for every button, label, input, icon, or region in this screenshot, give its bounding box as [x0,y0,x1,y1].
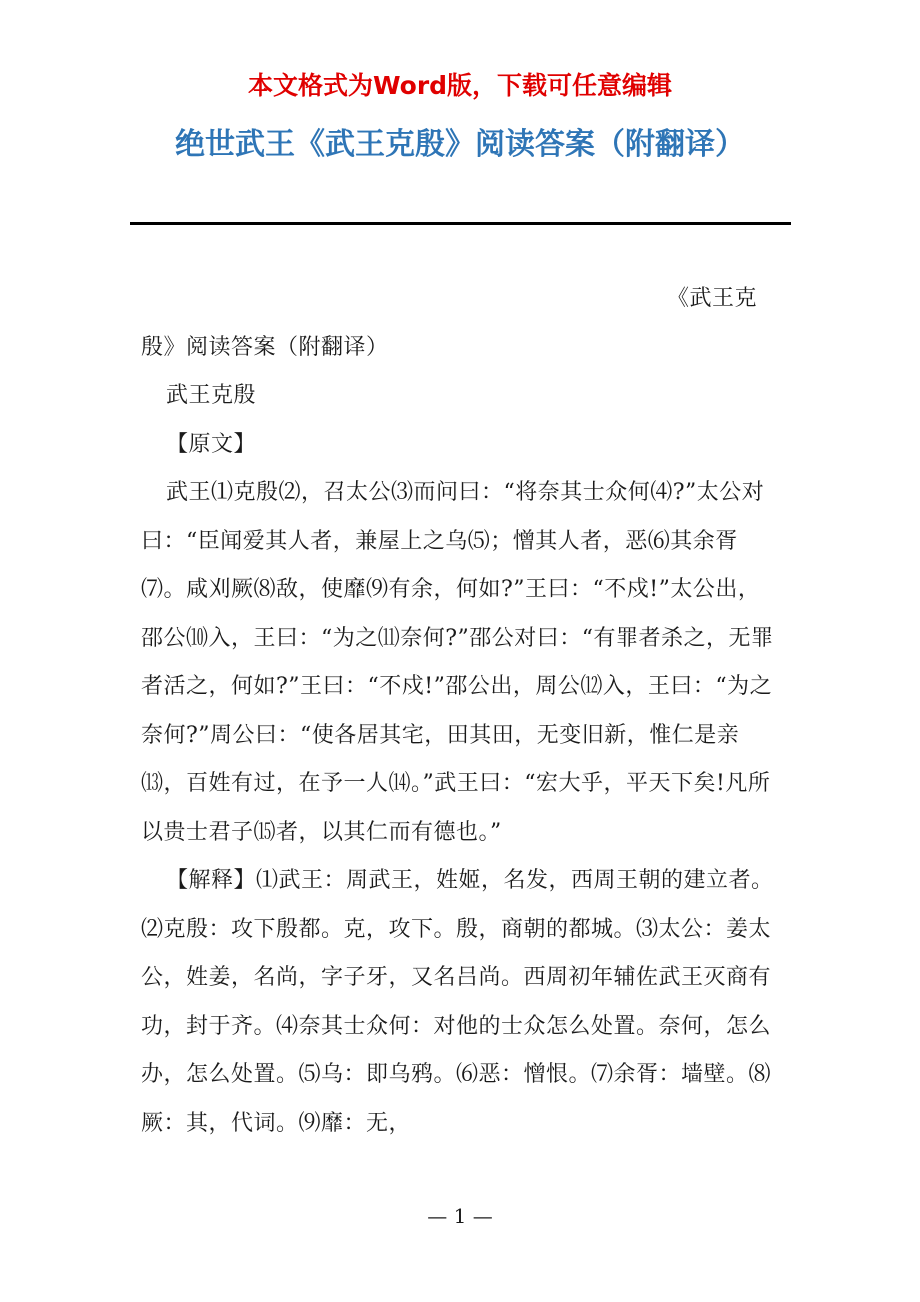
title-divider [130,222,791,225]
document-body [141,275,775,1148]
body-paragraph-title-line-2: 殷》阅读答案（附翻译） [141,334,389,360]
section-heading-original-text: 【原文】 [166,431,257,457]
document-title: 绝世武王《武王克殷》阅读答案（附翻译） [175,127,745,162]
body-paragraph-title-line-1: 《武王克 [666,286,757,311]
section-heading-wuwang-keyin: 武王克殷 [166,383,257,408]
original-text-paragraph: 武王⑴克殷⑵，召太公⑶而问曰：“将奈其士众何⑷?”太公对曰：“臣闻爱其人者，兼屋上之乌⑸；憎其人者，恶⑹其余胥⑺。咸刈厥⑻敌，使靡⑼有余，何如?”王曰：“不戍!”太公出，邵公⑽入，王曰：“为之⑾奈何?”邵公对曰：“有罪者杀之，无罪者活之，何如?”王曰：“不戍!”邵公出，周公⑿入，王曰：“为之奈何?”周公曰：“使各居其宅，田其田，无变旧新，惟仁是亲⒀，百姓有过，在予一人⒁。”武王曰：“宏大乎，平天下矣!凡所以贵士君子⒂者，以其仁而有德也。” [141,480,774,845]
annotation-paragraph: 【解释】⑴武王：周武王，姓姬，名发，西周王朝的建立者。⑵克殷：攻下殷都。克，攻下。殷，商朝的都城。⑶太公：姜太公，姓姜，名尚，字子牙，又名吕尚。西周初年辅佐武王灭商有功，封于齐。⑷奈其士众何：对他的士众怎么处置。奈何，怎么办，怎么处置。⑸乌：即乌鸦。⑹恶：憎恨。⑺余胥：墙壁。⑻厥：其，代词。⑼靡：无， [141,868,774,1136]
page-number: — 1 — [427,1204,493,1228]
word-format-banner: 本文格式为Word版，下载可任意编辑 [247,71,673,100]
